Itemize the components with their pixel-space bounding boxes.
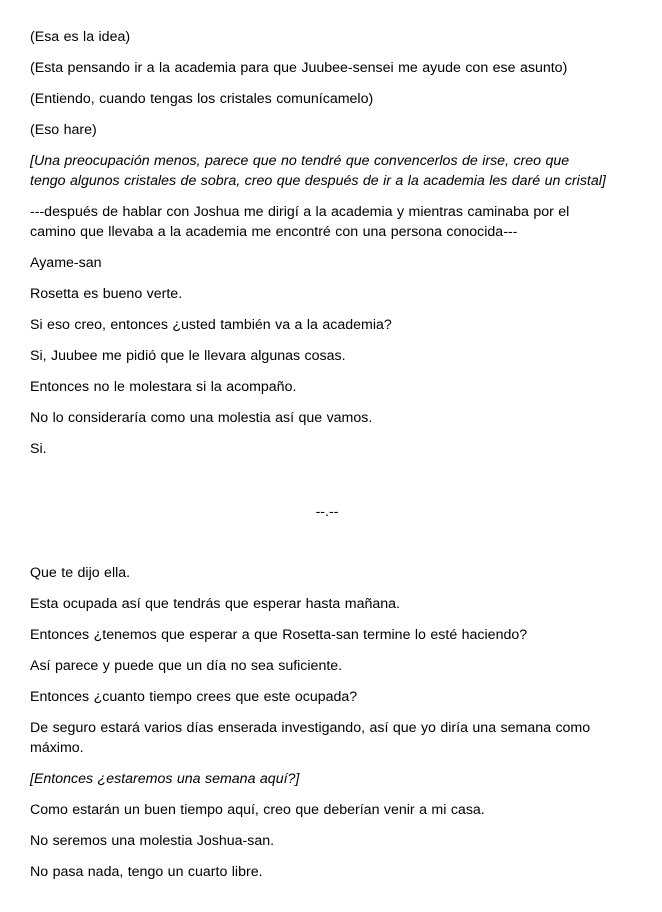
narration-line: camino que llevaba a la academia me encontré con una persona conocida--- (30, 224, 518, 240)
text-line: Ayame-san (30, 255, 102, 271)
text-line: (Entiendo, cuando tengas los cristales comunícamelo) (30, 91, 374, 107)
text-line: Si, Juubee me pidió que le llevara algunas cosas. (30, 348, 346, 364)
text-line: Si. (30, 441, 47, 457)
text-line: Como estarán un buen tiempo aquí, creo que deberían venir a mi casa. (30, 802, 485, 818)
text-line: No pasa nada, tengo un cuarto libre. (30, 864, 263, 880)
text-line: Entonces ¿tenemos que esperar a que Rosetta-san termine lo esté haciendo? (30, 627, 528, 643)
text-line: No seremos una molestia Joshua-san. (30, 833, 275, 849)
text-line: (Eso hare) (30, 122, 97, 138)
text-line: Rosetta es bueno verte. (30, 286, 183, 302)
text-line: Entonces ¿cuanto tiempo crees que este ocupada? (30, 689, 358, 705)
scene-separator (0, 502, 662, 522)
separator-text: --.-- (315, 504, 339, 520)
text-line: máximo. (30, 740, 84, 756)
text-line: De seguro estará varios días enserada investigando, así que yo diría una semana como (30, 720, 591, 736)
text-line: Así parece y puede que un día no sea suficiente. (30, 658, 343, 674)
text-line: Entonces no le molestara si la acompaño. (30, 379, 297, 395)
thought-line: tengo algunos cristales de sobra, creo que después de ir a la academia les daré un cristal] (30, 173, 606, 189)
text-line: Que te dijo ella. (30, 565, 131, 581)
text-line: (Esa es la idea) (30, 29, 131, 45)
text-line: (Esta pensando ir a la academia para que Juubee-sensei me ayude con ese asunto) (30, 60, 568, 76)
text-line: Si eso creo, entonces ¿usted también va a la academia? (30, 317, 392, 333)
text-line: Esta ocupada así que tendrás que esperar hasta mañana. (30, 596, 400, 612)
thought-line: [Entonces ¿estaremos una semana aquí?] (30, 771, 300, 787)
thought-line: [Una preocupación menos, parece que no tendré que convencerlos de irse, creo que (30, 153, 570, 169)
narration-line: ---después de hablar con Joshua me dirigí a la academia y mientras caminaba por el (30, 204, 570, 220)
text-line: No lo consideraría como una molestia así que vamos. (30, 410, 373, 426)
